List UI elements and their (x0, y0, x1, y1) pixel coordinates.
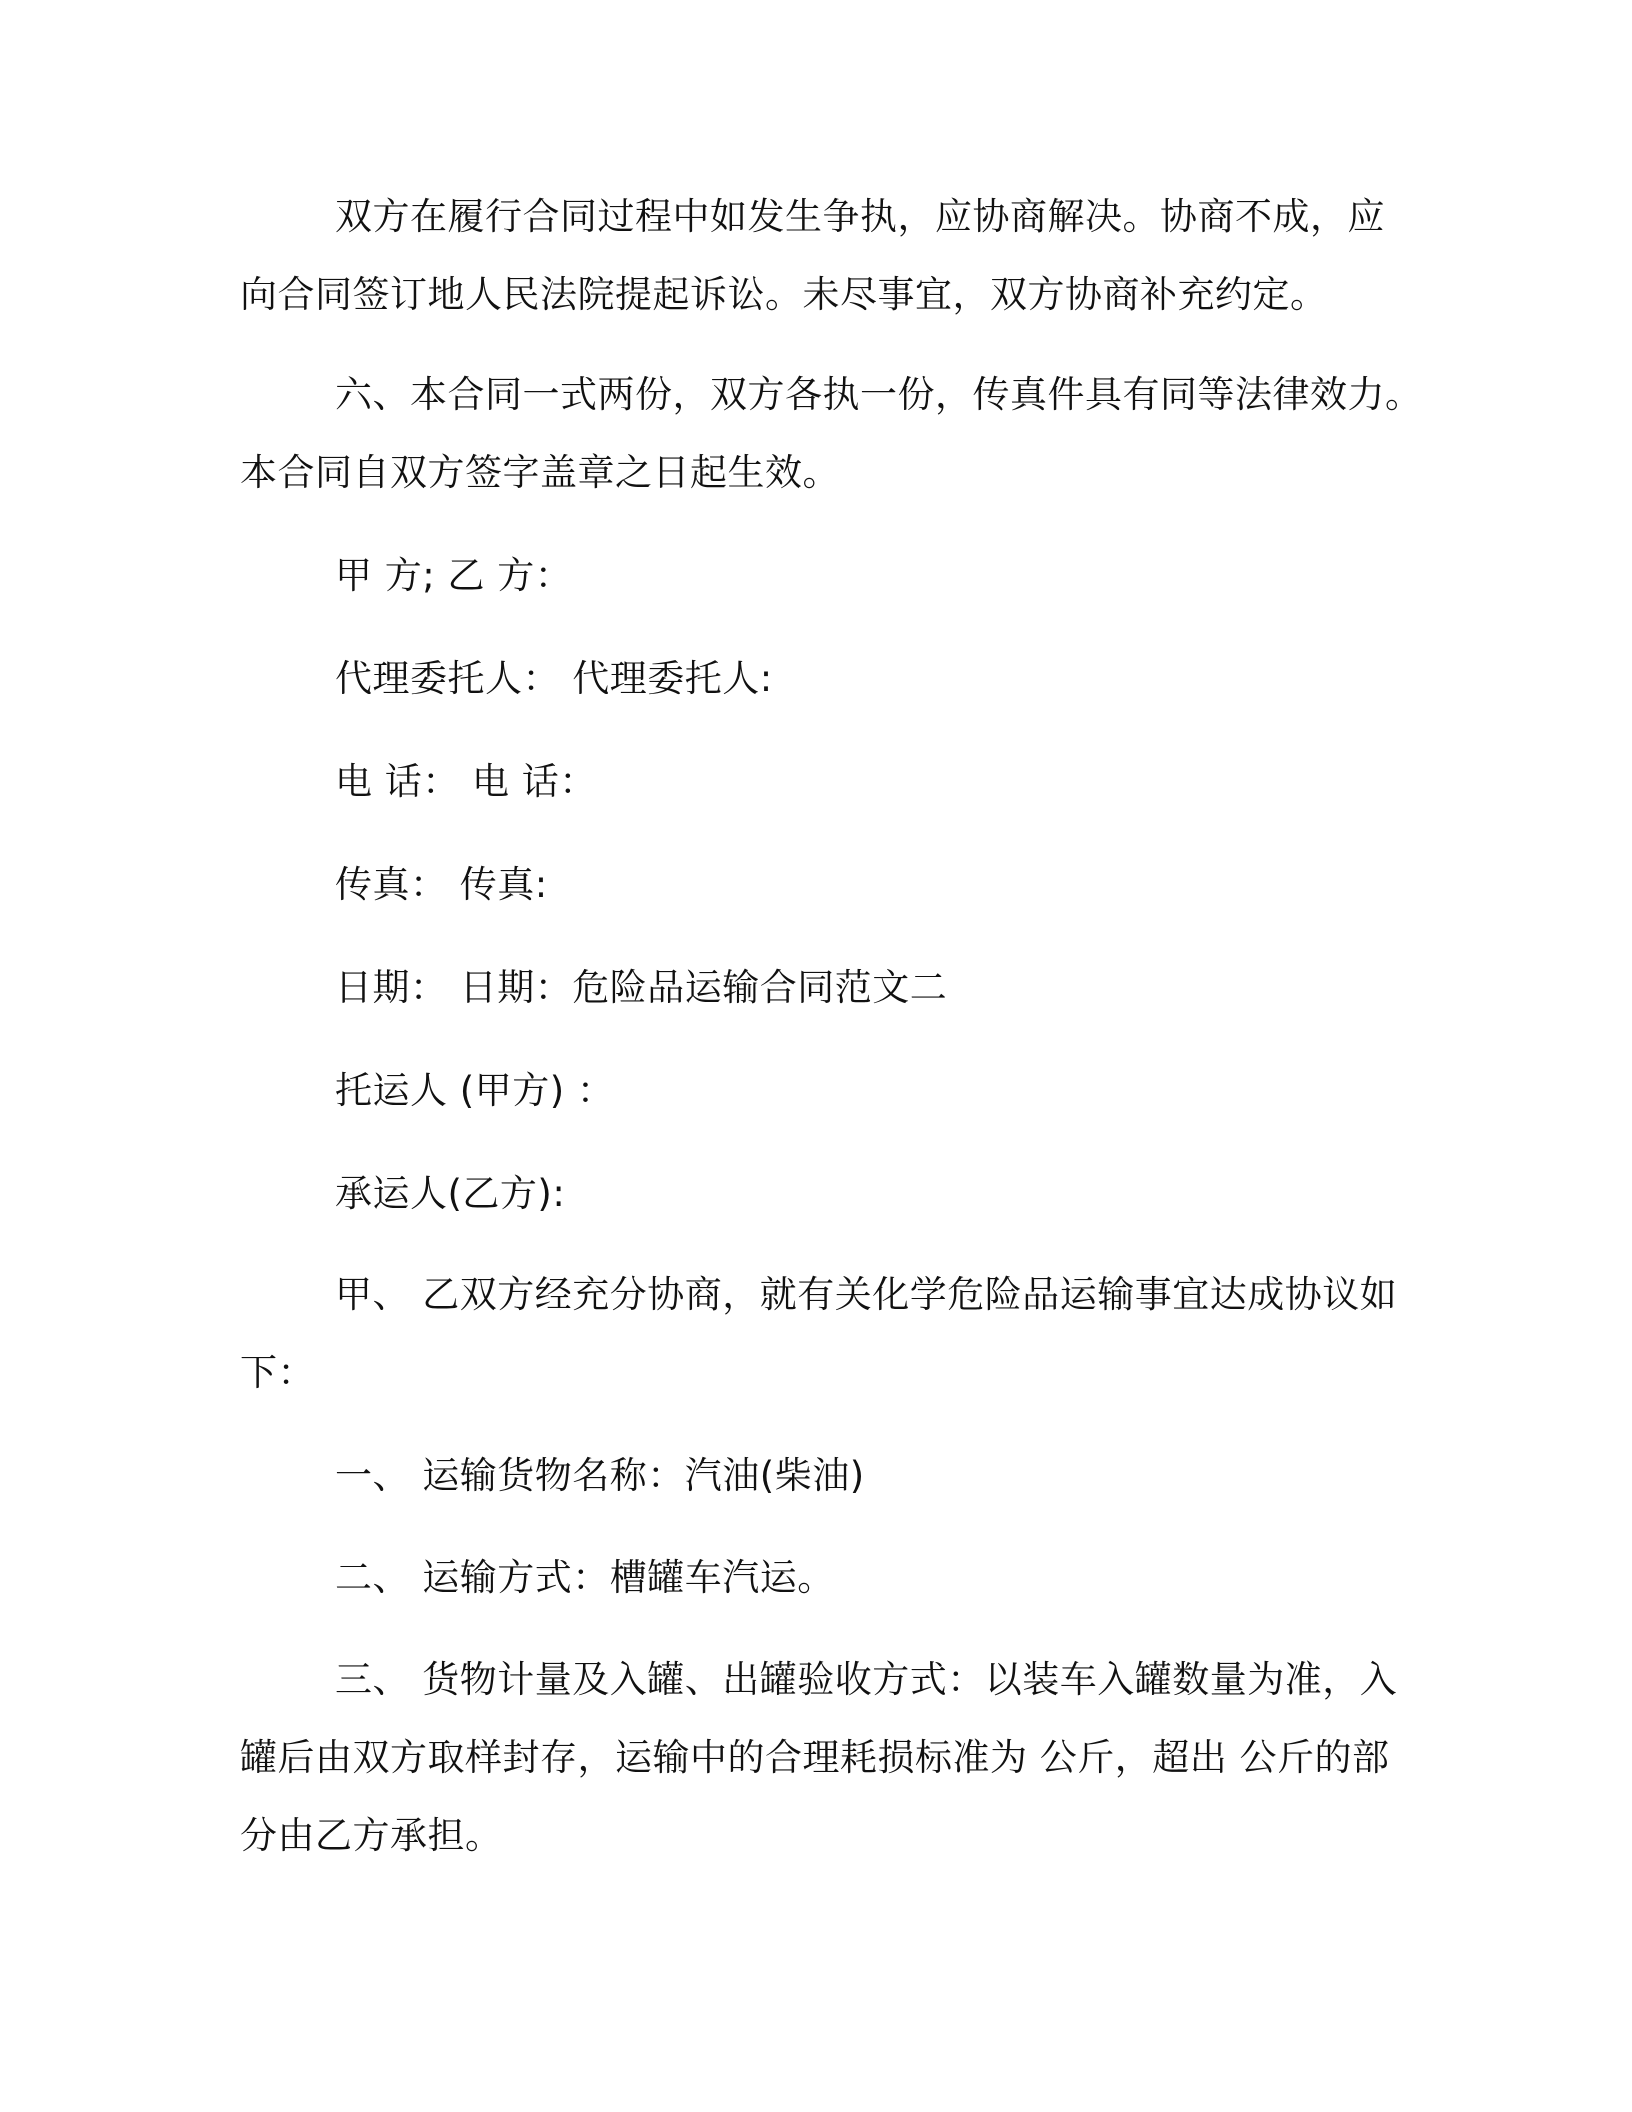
paragraph-line: 承运人(乙方): (335, 1172, 566, 1215)
paragraph-line: 分由乙方承担。 (240, 1814, 503, 1857)
paragraph-line: 二、 运输方式：槽罐车汽运。 (335, 1556, 835, 1599)
paragraph-line: 三、 货物计量及入罐、出罐验收方式：以装车入罐数量为准，入 (335, 1658, 1398, 1701)
shipper-label (240, 1052, 1430, 1130)
paragraph-line: 传真： 传真: (335, 863, 548, 906)
paragraph-line: 本合同自双方签字盖章之日起生效。 (240, 451, 840, 494)
clause-goods-name (240, 1437, 1430, 1515)
paragraph-line: 电 话： 电 话： (335, 760, 597, 803)
paragraph-line: 甲 方; 乙 方： (335, 554, 573, 597)
clause-measurement (240, 1641, 1430, 1875)
paragraph-line: 下： (240, 1351, 315, 1394)
paragraph-line: 向合同签订地人民法院提起诉讼。未尽事宜，双方协商补充约定。 (240, 273, 1328, 316)
signature-date (240, 949, 1430, 1027)
paragraph-line: 罐后由双方取样封存，运输中的合理耗损标准为 公斤，超出 公斤的部 (240, 1736, 1390, 1779)
signature-phone (240, 743, 1430, 821)
paragraph-line: 一、 运输货物名称：汽油(柴油) (335, 1454, 865, 1497)
paragraph-line: 六、本合同一式两份，双方各执一份，传真件具有同等法律效力。 (335, 373, 1423, 416)
paragraph-copies (240, 356, 1430, 512)
signature-fax (240, 846, 1430, 924)
paragraph-line: 甲、 乙双方经充分协商，就有关化学危险品运输事宜达成协议如 (335, 1273, 1398, 1316)
clause-transport-method (240, 1539, 1430, 1617)
paragraph-line: 双方在履行合同过程中如发生争执，应协商解决。协商不成，应 (335, 195, 1385, 238)
paragraph-line: 托运人 (甲方) ： (335, 1069, 615, 1112)
paragraph-dispute (240, 178, 1430, 334)
paragraph-line: 代理委托人： 代理委托人: (335, 657, 773, 700)
carrier-label (240, 1155, 1430, 1233)
signature-parties (240, 537, 1430, 615)
signature-agents (240, 640, 1430, 718)
paragraph-line: 日期： 日期：危险品运输合同范文二 (335, 966, 948, 1009)
paragraph-agreement (240, 1256, 1430, 1412)
